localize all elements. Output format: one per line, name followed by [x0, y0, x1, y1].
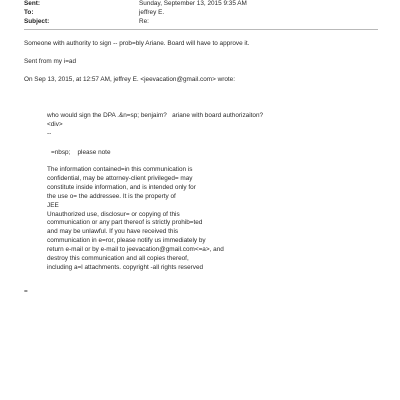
disclaimer-line: JEE	[47, 201, 59, 209]
subject-value: Re:	[139, 17, 149, 25]
disclaimer-line: destroy this communication and all copies thereof,	[47, 255, 189, 263]
to-label: To:	[24, 8, 34, 16]
disclaimer-line: communication in e=ror, please notify us immediately by	[47, 237, 206, 245]
trailing-equals-mark: =	[24, 288, 28, 295]
subject-row	[24, 18, 384, 27]
disclaimer-line: constitute inside information, and is intended only for	[47, 183, 196, 191]
quoted-line: --	[47, 129, 52, 137]
sent-label: Sent:	[24, 0, 40, 7]
disclaimer-line: Unauthorized use, disclosur= or copying of this	[47, 210, 180, 218]
to-value: jeffrey E.	[139, 8, 165, 16]
disclaimer-line: The information contained=in this communication is	[47, 166, 193, 173]
confidentiality-disclaimer	[47, 166, 367, 273]
sent-from-line: Sent from my i=ad	[24, 57, 77, 65]
disclaimer-line: return e-mail or by e-mail to jeevacation@gmail.com<=a>, and	[47, 246, 224, 254]
body-paragraph: Someone with authority to sign -- prob=bly Ariane. Board will have to approve it.	[24, 40, 250, 47]
disclaimer-line: the use o= the addressee. It is the property of	[47, 192, 176, 200]
email-body	[24, 40, 374, 91]
sent-row	[24, 0, 384, 9]
header-divider	[24, 29, 378, 30]
disclaimer-line: including a=l attachments. copyright -all rights reserved	[47, 263, 204, 271]
quoted-line: who would sign the DPA .&n=sp; benjaim? ariane with board authorizaiton?	[47, 112, 264, 119]
quote-attribution: On Sep 13, 2015, at 12:57 AM, jeffrey E. <jeevacation@gmail.com> wrote:	[24, 75, 235, 83]
sent-value: Sunday, September 13, 2015 9:35 AM	[139, 0, 247, 7]
disclaimer-line: confidential, may be attorney-client privileged= may	[47, 174, 193, 182]
quoted-message	[47, 112, 367, 139]
please-note-line: =nbsp; please note	[51, 149, 111, 156]
disclaimer-line: communication or any part thereof is strictly prohib=ted	[47, 219, 203, 227]
disclaimer-line: and may be unlawful. If you have received this	[47, 228, 179, 236]
quoted-line: <div>	[47, 120, 63, 128]
to-row	[24, 9, 384, 18]
email-header	[24, 0, 384, 26]
subject-label: Subject:	[24, 17, 50, 25]
